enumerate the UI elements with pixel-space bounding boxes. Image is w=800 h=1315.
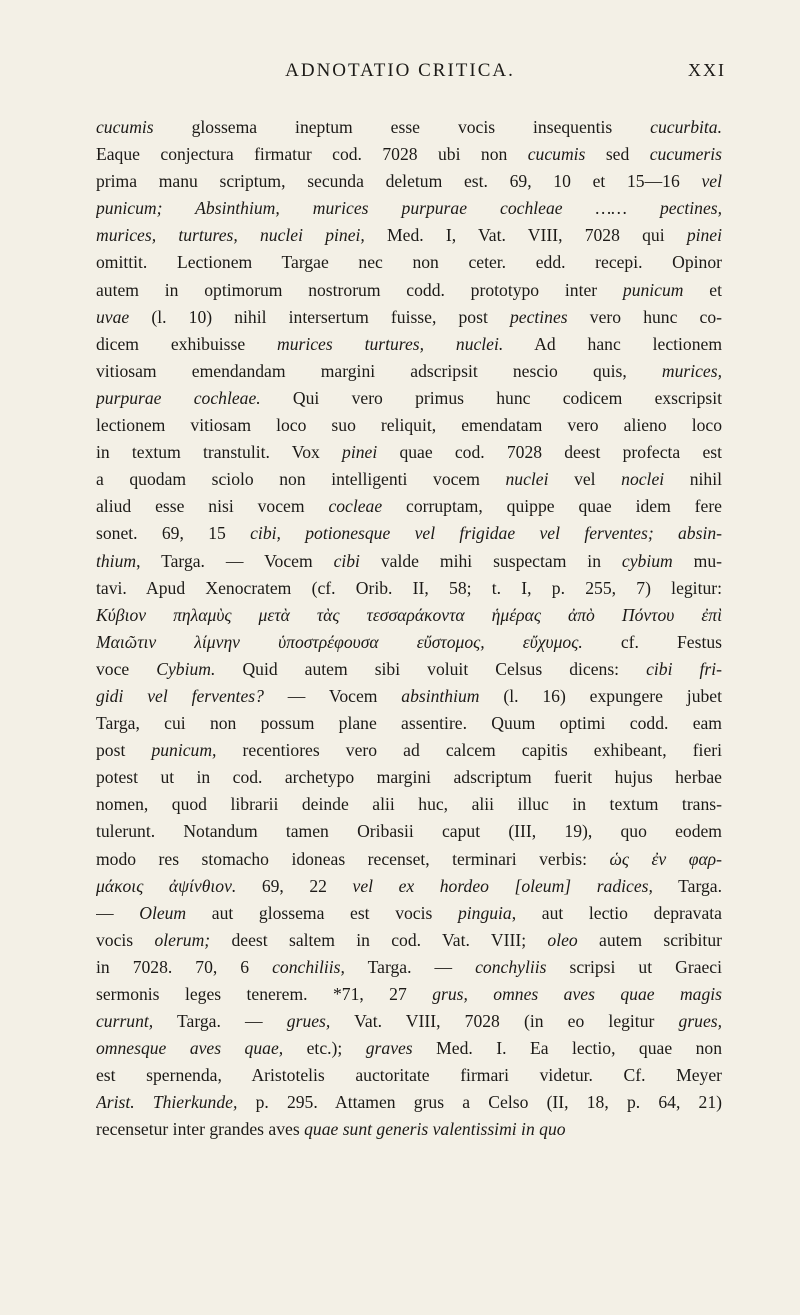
text-line [96,439,722,466]
text-segment: nihil [664,469,722,490]
italic-segment: grues, [286,1011,331,1032]
italic-segment: murices, turtures, nuclei pinei, [96,225,365,246]
text-segment: vel [548,469,622,490]
page-header [0,60,800,90]
italic-segment: grues, [678,1011,722,1032]
text-line [96,466,722,493]
text-segment: sermonis leges tenerem. *71, 27 [96,984,433,1004]
italic-segment: noclei [621,469,665,490]
text-line [96,1008,722,1035]
text-segment: deest saltem in cod. Vat. VIII; [210,929,548,950]
italic-segment: omnesque aves quae, [96,1038,284,1059]
text-segment: — [96,902,140,923]
text-segment: Targa. — [344,956,476,977]
italic-segment: ὡς ἐν φαρ- [609,848,722,869]
text-segment: Ad hanc lectionem [503,333,722,354]
text-line [96,548,722,575]
text-segment: , Targa. — Vocem [136,550,334,571]
text-segment: prima manu scriptum, secunda deletum est. 69, 10 et 15—16 [96,171,702,192]
italic-segment: Κύβιον πηλαμὺς μετὰ τὰς τεσσαράκοντα ἡμέρας ἀπὸ Πόντου ἐπὶ [96,604,722,625]
text-segment: — Vocem [263,685,402,706]
italic-segment: pinei [686,225,722,246]
text-line [96,1089,722,1116]
text-line [96,493,722,520]
text-segment: aut glossema est vocis [186,902,458,923]
text-line [96,737,722,764]
text-segment: modo res stomacho idoneas recenset, terminari verbis: [96,848,610,869]
text-segment: tavi. Apud Xenocratem (cf. Orib. II, 58; t. I, p. 255, 7) legitur: [96,577,722,598]
text-segment: dicem exhibuisse [96,333,277,354]
italic-segment: cibi fri- [646,658,722,679]
text-segment: voce [96,658,157,679]
italic-segment: conchiliis, [272,956,345,977]
italic-segment: uvae [96,306,130,327]
italic-segment: cibi, potionesque vel frigidae vel ferventes; absin- [250,523,722,544]
italic-segment: vel [701,171,722,192]
text-segment: cf. Festus [582,631,722,652]
text-segment: Targa. — [153,1011,287,1032]
text-line [96,331,722,358]
text-line [96,873,722,900]
text-segment: aliud esse nisi vocem [96,496,329,517]
italic-segment: vel ex hordeo [oleum] radices, [352,875,653,896]
text-segment: autem in optimorum nostrorum codd. prototypo inter [96,279,623,300]
text-line [96,222,722,249]
text-segment: Qui vero primus hunc codicem exscripsit [260,387,722,408]
running-head: ADNOTATIO CRITICA. [285,60,515,81]
text-segment: mu- [672,550,722,571]
text-segment: valde mihi suspectam in [359,550,622,571]
text-segment: recentiores vero ad calcem capitis exhibeant, fieri [216,740,722,761]
text-segment: vero hunc co- [567,306,722,327]
italic-segment: pinguia [457,902,512,923]
text-line [96,249,722,276]
text-line [96,277,722,304]
italic-segment: μάκοις ἀψίνθιον. [96,875,237,896]
italic-segment: currunt, [96,1011,154,1032]
italic-segment: murices turtures, nuclei. [277,333,504,354]
text-segment: vocis [96,929,155,950]
italic-segment: cucumis [96,117,154,137]
text-segment: Eaque conjectura firmatur cod. 7028 ubi non [96,144,528,165]
italic-segment: absinthium [401,685,480,706]
text-segment: etc.); [283,1038,366,1059]
text-line [96,575,722,602]
italic-segment: thium [96,550,137,571]
italic-segment: Μαιῶτιν λίμνην ὑποστρέφουσα εὔστομος, εὔχυμος. [96,631,583,652]
italic-segment: pinei [342,442,378,463]
text-segment: Targa, cui non possum plane assentire. Quum optimi codd. eam [96,713,722,734]
text-line [96,412,722,439]
text-segment: recensetur inter grandes aves [96,1119,305,1140]
text-line [96,683,722,710]
text-segment: quae cod. 7028 deest profecta est [377,442,722,463]
text-line [96,818,722,845]
text-segment: Med. I, Vat. VIII, 7028 qui [364,225,687,246]
italic-segment: olerum; [154,929,211,950]
page-number: XXI [688,60,726,80]
text-line [96,1062,722,1089]
text-segment: sonet. 69, 15 [96,523,251,544]
text-line [96,846,722,873]
text-line [96,764,722,791]
text-line [96,791,722,818]
italic-segment: nuclei [505,469,549,490]
italic-segment: cybium [621,550,673,571]
text-line [96,602,722,629]
italic-segment: cocleae [328,496,383,517]
text-segment: Vat. VIII, 7028 (in eo legitur [330,1011,679,1032]
italic-segment: punicum, [151,740,217,761]
italic-segment: grus, omnes aves quae magis [432,984,722,1004]
italic-segment: purpurae cochleae. [96,387,261,408]
text-segment: potest ut in cod. archetypo margini adscriptum fuerit hujus herbae [96,767,722,788]
text-line [96,981,722,1008]
italic-segment: oleo [547,929,578,950]
italic-segment: conchyliis [475,956,547,977]
text-line [96,1035,722,1062]
italic-segment: Oleum [139,902,187,923]
italic-segment: cucumeris [649,144,722,165]
text-segment: , aut lectio depravata [511,902,722,923]
italic-segment: Cybium. [156,658,216,679]
text-segment: omittit. Lectionem Targae nec non ceter. edd. recepi. Opinor [96,252,722,273]
italic-segment: Arist. Thierkunde, [96,1092,238,1113]
italic-segment: murices, [661,360,722,381]
text-line [96,168,722,195]
text-segment: a quodam sciolo non intelligenti vocem [96,469,506,490]
text-line [96,141,722,168]
body-text [96,114,722,1144]
text-segment: p. 295. Attamen grus a Celso (II, 18, p. 64, 21) [237,1092,722,1113]
text-segment: corruptam, quippe quae idem fere [382,496,722,517]
text-segment: (l. 10) nihil intersertum fuisse, post [129,306,510,327]
text-segment: in 7028. 70, 6 [96,956,273,977]
text-line [96,385,722,412]
text-segment: autem scribitur [577,929,722,950]
italic-segment: punicum [622,279,684,300]
text-line [96,927,722,954]
text-segment: sed [585,144,650,165]
italic-segment: cucurbita. [650,117,722,137]
text-segment: lectionem vitiosam loco suo reliquit, emendatam vero alieno loco [96,415,722,436]
text-segment: et [683,279,722,300]
text-segment: tulerunt. Notandum tamen Oribasii caput (III, 19), quo eodem [96,821,722,842]
italic-segment: punicum; Absinthium, murices purpurae cochleae …… pectines, [96,198,722,219]
text-segment: (l. 16) expungere jubet [479,685,722,706]
text-line [96,900,722,927]
text-segment: 69, 22 [236,875,353,896]
text-line [96,710,722,737]
text-line [96,304,722,331]
text-line [96,520,722,547]
text-segment: est spernenda, Aristotelis auctoritate firmari videtur. Cf. Meyer [96,1065,722,1086]
text-line [96,358,722,385]
text-segment: Quid autem sibi voluit Celsus dicens: [215,658,647,679]
text-line [96,629,722,656]
italic-segment: gidi vel ferventes? [96,685,264,706]
text-segment: vitiosam emendandam margini adscripsit nescio quis, [96,360,662,381]
text-line [96,195,722,222]
text-line [96,656,722,683]
text-line [96,1116,722,1143]
italic-segment: graves [365,1038,413,1059]
italic-segment: cibi [333,550,360,571]
italic-segment: quae sunt generis valentissimi in quo [304,1119,566,1140]
italic-segment: cucumis [527,144,586,165]
italic-segment: pectines [509,306,568,327]
text-segment: post [96,740,152,761]
text-segment: in textum transtulit. Vox [96,442,343,463]
text-segment: scripsi ut Graeci [546,956,722,977]
text-segment: nomen, quod librarii deinde alii huc, alii illuc in textum trans- [96,794,722,815]
text-line [96,954,722,981]
text-segment: glossema ineptum esse vocis insequentis [153,117,651,137]
text-line [96,114,722,141]
text-segment: Targa. [652,875,722,896]
text-segment: Med. I. Ea lectio, quae non [412,1038,722,1059]
